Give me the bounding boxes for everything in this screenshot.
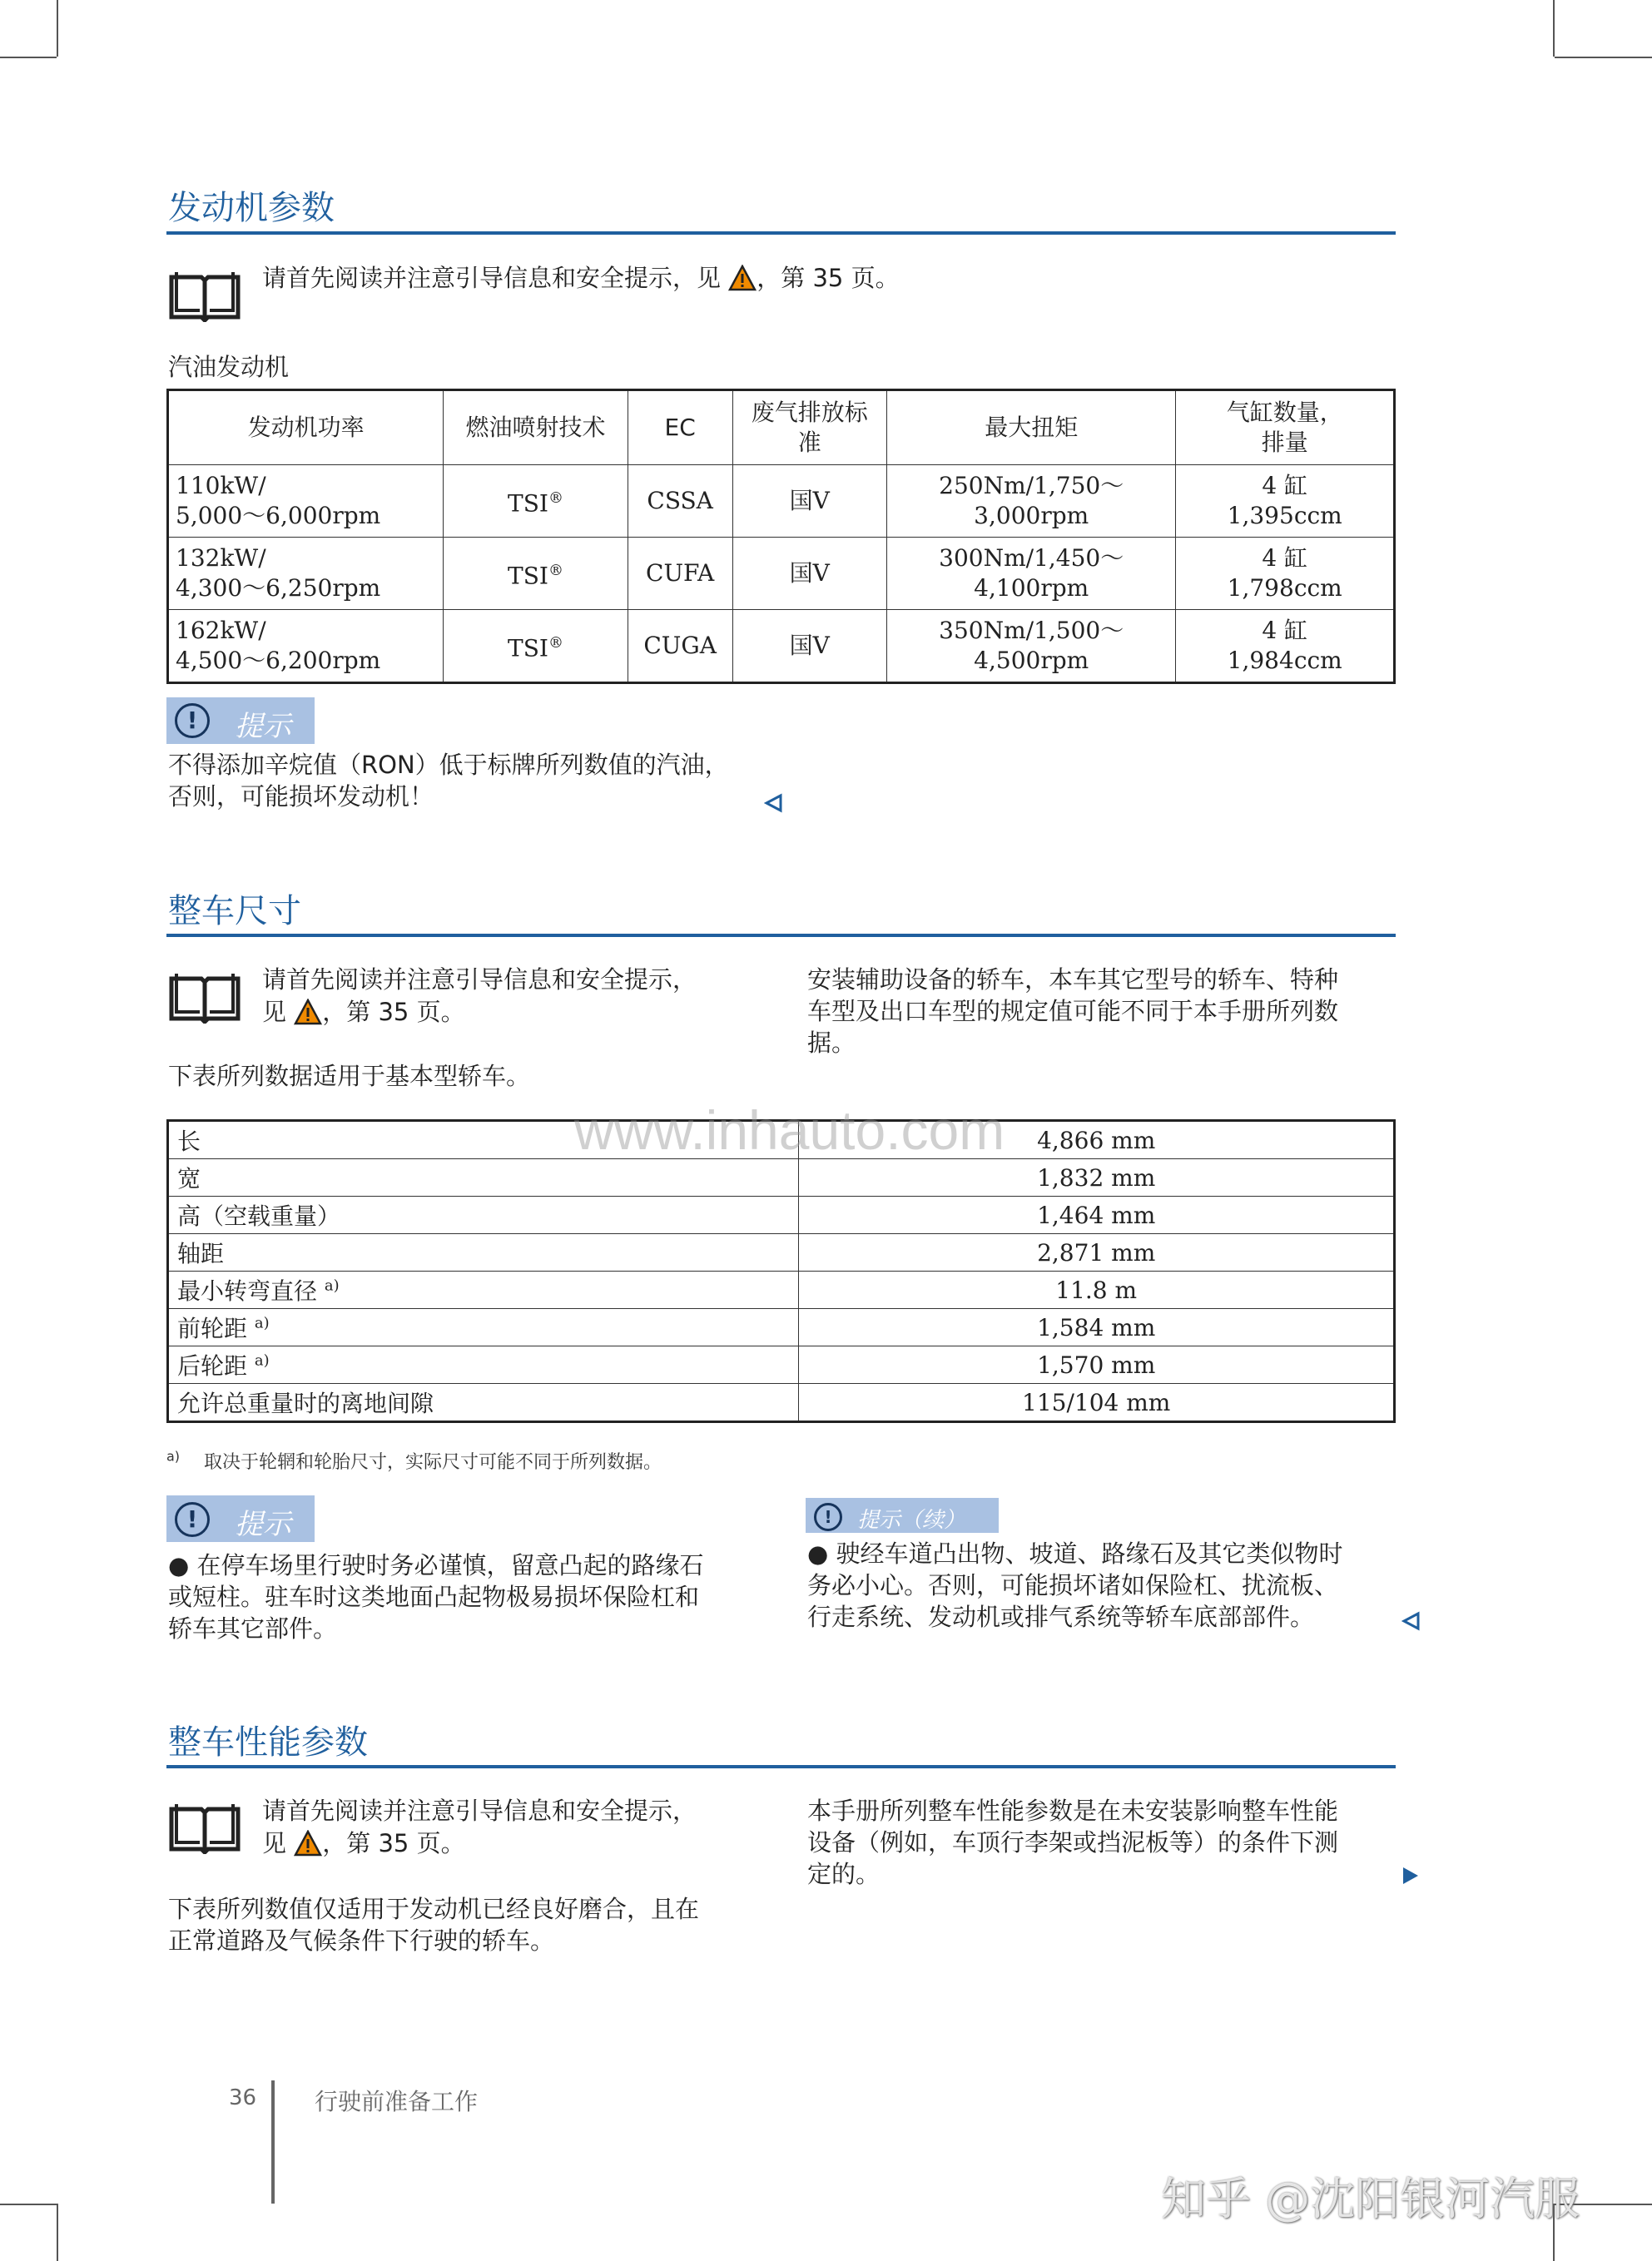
crop-mark-bottom-left-h: [0, 2204, 57, 2205]
cyl-line1: 4 缸: [1262, 617, 1308, 644]
cyl-line1: 4 缸: [1262, 472, 1308, 499]
footnote-ref: a): [254, 1314, 270, 1332]
performance-intro-text-b: ，第 35 页。: [322, 1829, 465, 1857]
registered-mark: ®: [548, 561, 563, 579]
section-rule: [166, 934, 1396, 937]
dim-value: 1,570 mm: [799, 1346, 1395, 1384]
dim-value: 1,832 mm: [799, 1159, 1395, 1197]
dimensions-table-intro: 下表所列数据适用于基本型轿车。: [168, 1062, 531, 1090]
warning-icon: [728, 265, 757, 291]
power-line1: 132kW/: [176, 544, 266, 572]
dimensions-intro-line1: 请首先阅读并注意引导信息和安全提示，: [262, 965, 697, 994]
dimensions-intro-text-b: ，第 35 页。: [322, 998, 465, 1026]
dim-label: 高（空载重量）: [168, 1197, 799, 1234]
table-row: [168, 1384, 1395, 1422]
dimensions-right-line1: 安装辅助设备的轿车，本车其它型号的轿车、特种: [807, 965, 1339, 994]
dim-label: 宽: [168, 1159, 799, 1197]
power-line2: 5,000～6,000rpm: [176, 502, 381, 529]
warning-icon: [294, 999, 322, 1025]
note-label: 提示: [235, 1508, 291, 1541]
footnote: [166, 1448, 662, 1474]
section-end-triangle-icon: [1401, 1611, 1420, 1631]
note-text-line1: 不得添加辛烷值（RON）低于标牌所列数值的汽油，: [168, 751, 729, 779]
crop-mark-top-left-h: [0, 57, 57, 58]
cell-cylinders: [1176, 610, 1395, 683]
header-torque: 最大扭矩: [886, 390, 1175, 465]
cell-emission: 国Ⅴ: [732, 610, 886, 683]
chapter-title: 行驶前准备工作: [315, 2088, 479, 2115]
table-row: [168, 538, 1395, 610]
book-icon: [168, 270, 241, 322]
note-left-line1: ● 在停车场里行驶时务必谨慎，留意凸起的路缘石: [168, 1551, 704, 1579]
dim-value: 11.8 m: [799, 1272, 1395, 1309]
injection-text: TSI: [508, 562, 548, 590]
header-ec: EC: [628, 390, 732, 465]
note-text-line2: 否则，可能损坏发动机！: [168, 782, 434, 811]
registered-mark: ®: [548, 633, 563, 652]
table-header-row: [168, 390, 1395, 465]
dim-value: 115/104 mm: [799, 1384, 1395, 1422]
dim-label: 轴距: [168, 1234, 799, 1272]
engine-spec-table: [166, 389, 1396, 684]
header-emission: [732, 390, 886, 465]
registered-mark: ®: [548, 488, 563, 507]
cyl-line1: 4 缸: [1262, 544, 1308, 572]
performance-para-line1: 下表所列数值仅适用于发动机已经良好磨合，且在: [168, 1895, 700, 1923]
cell-torque: 250Nm/1,750～3,000rpm: [886, 465, 1175, 538]
section-title-dimensions: 整车尺寸: [168, 892, 301, 930]
section-title-performance: 整车性能参数: [168, 1723, 368, 1762]
dim-label: 最小转弯直径: [177, 1277, 318, 1305]
header-injection: 燃油喷射技术: [444, 390, 628, 465]
note-right-line3: 行走系统、发动机或排气系统等轿车底部部件。: [807, 1603, 1315, 1631]
footer-divider: [271, 2080, 275, 2204]
cell-ec: CUFA: [628, 538, 732, 610]
performance-intro-line1: 请首先阅读并注意引导信息和安全提示，: [262, 1797, 697, 1825]
header-cylinders: [1176, 390, 1395, 465]
dim-label: 允许总重量时的离地间隙: [168, 1384, 799, 1422]
table-row: [168, 1159, 1395, 1197]
cyl-line2: 1,798ccm: [1227, 574, 1342, 602]
dim-label: 长: [168, 1121, 799, 1159]
cell-power: [168, 538, 444, 610]
exclamation-icon: !: [175, 1502, 210, 1537]
note-right-line1: ● 驶经车道凸出物、坡道、路缘石及其它类似物时: [807, 1540, 1343, 1568]
header-emission-line2: 准: [797, 429, 821, 456]
dim-label: 前轮距: [177, 1315, 248, 1342]
cell-ec: CUGA: [628, 610, 732, 683]
table-row: [168, 1234, 1395, 1272]
book-icon: [168, 972, 241, 1024]
footnote-mark: a): [166, 1448, 181, 1465]
note-continued-label: 提示（续）: [857, 1508, 966, 1533]
note-label: 提示: [235, 710, 291, 743]
engine-intro: [262, 262, 900, 294]
table-row: [168, 610, 1395, 683]
cell-emission: 国Ⅴ: [732, 538, 886, 610]
dimensions-intro-line2: [262, 996, 465, 1028]
crop-mark-top-right-h: [1555, 57, 1652, 58]
continue-arrow-icon: [1401, 1866, 1420, 1886]
dimensions-intro-text-a: 见: [262, 998, 287, 1026]
performance-right-line2: 设备（例如，车顶行李架或挡泥板等）的条件下测: [807, 1828, 1339, 1857]
table-row: [168, 1309, 1395, 1346]
dim-label-cell: [168, 1346, 799, 1384]
dimensions-right-line2: 车型及出口车型的规定值可能不同于本手册所列数: [807, 997, 1339, 1025]
power-line2: 4,500～6,200rpm: [176, 647, 381, 674]
exclamation-icon: !: [175, 703, 210, 738]
performance-right-line3: 定的。: [807, 1860, 881, 1888]
section-end-triangle-icon: [764, 793, 782, 813]
dimensions-right-line3: 据。: [807, 1029, 856, 1057]
cell-emission: 国Ⅴ: [732, 465, 886, 538]
petrol-engine-subheading: 汽油发动机: [168, 353, 290, 381]
crop-mark-top-right-v: [1553, 0, 1555, 57]
watermark-url: www.inhauto.com: [574, 1099, 1005, 1161]
dim-value: 1,584 mm: [799, 1309, 1395, 1346]
cell-injection: [444, 610, 628, 683]
cell-cylinders: [1176, 465, 1395, 538]
footnote-ref: a): [254, 1351, 270, 1370]
note-left-line2: 或短柱。驻车时这类地面凸起物极易损坏保险杠和: [168, 1583, 700, 1611]
header-emission-line1: 废气排放标: [751, 399, 868, 426]
injection-text: TSI: [508, 489, 548, 518]
cell-power: [168, 610, 444, 683]
dimensions-table: [166, 1119, 1396, 1423]
dim-label-cell: [168, 1272, 799, 1309]
power-line2: 4,300～6,250rpm: [176, 574, 381, 602]
power-line1: 162kW/: [176, 617, 266, 644]
dim-label-cell: [168, 1309, 799, 1346]
power-line1: 110kW/: [176, 472, 266, 499]
performance-right-line1: 本手册所列整车性能参数是在未安装影响整车性能: [807, 1797, 1339, 1825]
engine-intro-text-b: ，第 35 页。: [757, 264, 900, 292]
engine-intro-text-a: 请首先阅读并注意引导信息和安全提示，见: [262, 264, 722, 292]
note-left-line3: 轿车其它部件。: [168, 1614, 338, 1643]
dim-value: 2,871 mm: [799, 1234, 1395, 1272]
dim-value: 1,464 mm: [799, 1197, 1395, 1234]
cell-cylinders: [1176, 538, 1395, 610]
header-cylinders-line2: 排量: [1261, 429, 1308, 456]
footnote-text: 取决于轮辋和轮胎尺寸，实际尺寸可能不同于所列数据。: [204, 1452, 662, 1473]
cell-torque: 350Nm/1,500～4,500rpm: [886, 610, 1175, 683]
footnote-ref: a): [324, 1277, 340, 1295]
page-number: 36: [229, 2085, 257, 2110]
table-row: [168, 465, 1395, 538]
crop-mark-bottom-left-v: [57, 2204, 58, 2261]
table-row: [168, 1346, 1395, 1384]
cell-injection: [444, 465, 628, 538]
performance-intro-text-a: 见: [262, 1829, 287, 1857]
cell-torque: 300Nm/1,450～4,100rpm: [886, 538, 1175, 610]
dim-value: 4,866 mm: [799, 1121, 1395, 1159]
section-rule: [166, 1765, 1396, 1768]
crop-mark-top-left-v: [57, 0, 58, 57]
cyl-line2: 1,395ccm: [1227, 502, 1342, 529]
section-title-engine: 发动机参数: [168, 189, 335, 227]
table-row: [168, 1272, 1395, 1309]
performance-para-line2: 正常道路及气候条件下行驶的轿车。: [168, 1926, 555, 1955]
injection-text: TSI: [508, 634, 548, 662]
warning-icon: [294, 1830, 322, 1857]
exclamation-icon: !: [814, 1503, 842, 1531]
header-cylinders-line1: 气缸数量，: [1226, 399, 1343, 426]
dim-label: 后轮距: [177, 1352, 248, 1380]
section-rule: [166, 231, 1396, 235]
zhihu-watermark: 知乎 @沈阳银河汽服: [1161, 2173, 1580, 2225]
table-row: [168, 1197, 1395, 1234]
performance-intro-line2: [262, 1827, 465, 1859]
cell-power: [168, 465, 444, 538]
book-icon: [168, 1802, 241, 1854]
cyl-line2: 1,984ccm: [1227, 647, 1342, 674]
cell-ec: CSSA: [628, 465, 732, 538]
cell-injection: [444, 538, 628, 610]
header-power: 发动机功率: [168, 390, 444, 465]
note-right-line2: 务必小心。否则，可能损坏诸如保险杠、扰流板、: [807, 1571, 1339, 1599]
